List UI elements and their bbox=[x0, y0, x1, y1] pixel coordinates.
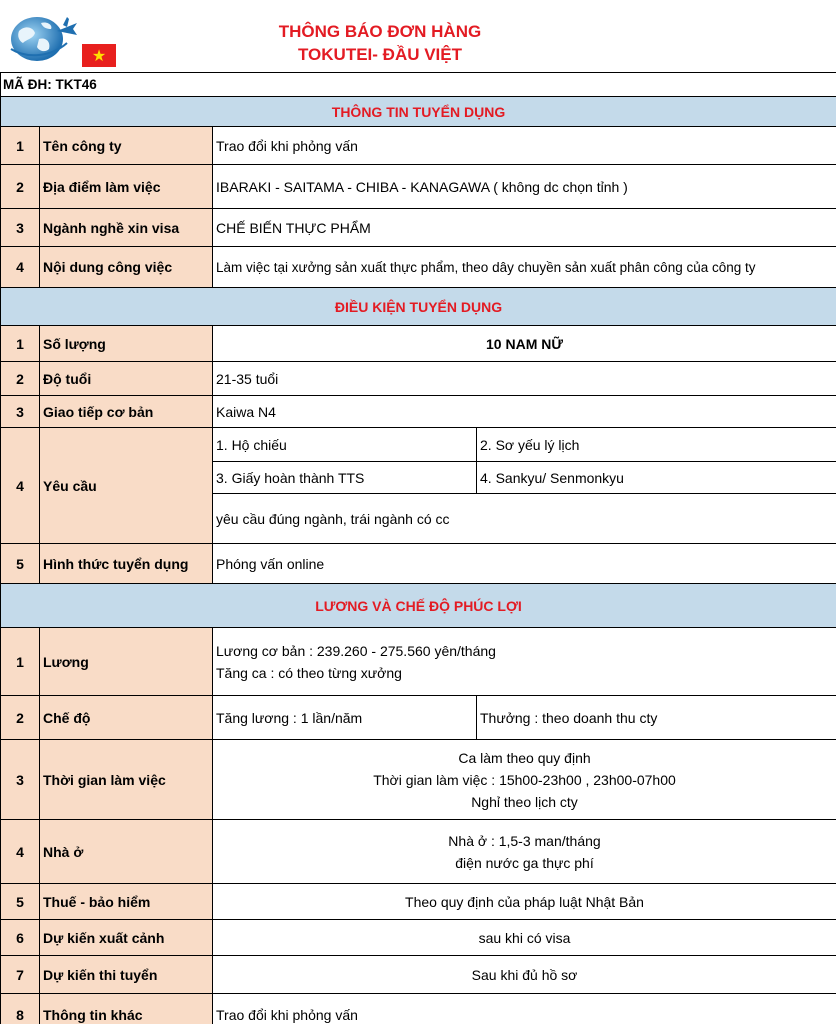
work-time-line-3: Nghỉ theo lịch cty bbox=[471, 793, 578, 810]
section-recruitment-conditions bbox=[1, 288, 836, 326]
row-value bbox=[213, 628, 836, 696]
row-number: 5 bbox=[1, 544, 40, 584]
table-row bbox=[1, 362, 836, 396]
row-number: 4 bbox=[1, 428, 40, 544]
row-label: Dự kiến thi tuyển bbox=[40, 956, 213, 994]
row-value: Kaiwa N4 bbox=[213, 396, 836, 428]
row-number: 3 bbox=[1, 396, 40, 428]
order-code-row bbox=[1, 73, 836, 97]
row-label: Giao tiếp cơ bản bbox=[40, 396, 213, 428]
row-value: Trao đổi khi phỏng vấn bbox=[213, 994, 836, 1024]
row-number: 4 bbox=[1, 820, 40, 884]
row-label: Dự kiến xuất cảnh bbox=[40, 920, 213, 956]
order-table bbox=[0, 72, 836, 1024]
requirement-note: yêu cầu đúng ngành, trái ngành có cc bbox=[213, 494, 836, 544]
row-value: IBARAKI - SAITAMA - CHIBA - KANAGAWA ( không dc chọn tỉnh ) bbox=[213, 165, 836, 209]
table-row bbox=[1, 127, 836, 165]
requirement-item: 2. Sơ yếu lý lịch bbox=[477, 428, 836, 462]
title-line-1: THÔNG BÁO ĐƠN HÀNG bbox=[278, 22, 482, 41]
requirement-item: 1. Hộ chiếu bbox=[213, 428, 477, 462]
row-label: Tên công ty bbox=[40, 127, 213, 165]
table-row bbox=[1, 956, 836, 994]
row-number: 7 bbox=[1, 956, 40, 994]
table-row bbox=[1, 696, 836, 740]
table-row bbox=[1, 428, 836, 462]
row-label: Lương bbox=[40, 628, 213, 696]
salary-line-2: Tăng ca : có theo từng xưởng bbox=[216, 664, 402, 681]
row-number: 2 bbox=[1, 165, 40, 209]
order-code: MÃ ĐH: TKT46 bbox=[1, 73, 836, 97]
table-row bbox=[1, 628, 836, 696]
row-number: 6 bbox=[1, 920, 40, 956]
row-value: 10 NAM NỮ bbox=[213, 326, 836, 362]
section-recruitment-info bbox=[1, 97, 836, 127]
row-label: Yêu cầu bbox=[40, 428, 213, 544]
row-label: Nội dung công việc bbox=[40, 247, 213, 288]
regime-left: Tăng lương : 1 lần/năm bbox=[213, 696, 477, 740]
row-value bbox=[213, 740, 836, 820]
row-number: 3 bbox=[1, 740, 40, 820]
table-row bbox=[1, 396, 836, 428]
table-row bbox=[1, 920, 836, 956]
row-label: Hình thức tuyển dụng bbox=[40, 544, 213, 584]
section-title: LƯƠNG VÀ CHẾ ĐỘ PHÚC LỢI bbox=[1, 584, 836, 628]
row-number: 3 bbox=[1, 209, 40, 247]
title-line-2: TOKUTEI- ĐẦU VIỆT bbox=[297, 45, 463, 64]
housing-line-1: Nhà ở : 1,5-3 man/tháng bbox=[448, 832, 601, 849]
work-time-line-1: Ca làm theo quy định bbox=[458, 749, 591, 766]
row-number: 4 bbox=[1, 247, 40, 288]
table-row bbox=[1, 209, 836, 247]
row-label: Địa điểm làm việc bbox=[40, 165, 213, 209]
section-salary-benefits bbox=[1, 584, 836, 628]
row-value: Phóng vấn online bbox=[213, 544, 836, 584]
row-number: 1 bbox=[1, 127, 40, 165]
row-value: CHẾ BIẾN THỰC PHẨM bbox=[213, 209, 836, 247]
row-label: Chế độ bbox=[40, 696, 213, 740]
row-number: 8 bbox=[1, 994, 40, 1024]
housing-line-2: điện nước ga thực phí bbox=[455, 854, 594, 871]
row-number: 1 bbox=[1, 326, 40, 362]
row-number: 5 bbox=[1, 884, 40, 920]
table-row bbox=[1, 740, 836, 820]
row-label: Thời gian làm việc bbox=[40, 740, 213, 820]
row-number: 2 bbox=[1, 696, 40, 740]
row-value: Sau khi đủ hồ sơ bbox=[213, 956, 836, 994]
row-value: Làm việc tại xưởng sản xuất thực phẩm, theo dây chuyền sản xuất phân công của công ty bbox=[213, 247, 836, 288]
row-value: Trao đổi khi phỏng vấn bbox=[213, 127, 836, 165]
document-header bbox=[0, 0, 836, 72]
salary-line-1: Lương cơ bản : 239.260 - 275.560 yên/tháng bbox=[216, 642, 496, 659]
table-row bbox=[1, 326, 836, 362]
row-label: Thông tin khác bbox=[40, 994, 213, 1024]
table-row bbox=[1, 994, 836, 1024]
table-row bbox=[1, 820, 836, 884]
row-label: Thuế - bảo hiểm bbox=[40, 884, 213, 920]
regime-right: Thưởng : theo doanh thu cty bbox=[477, 696, 836, 740]
table-row bbox=[1, 884, 836, 920]
section-title: THÔNG TIN TUYỂN DỤNG bbox=[1, 97, 836, 127]
row-label: Số lượng bbox=[40, 326, 213, 362]
row-value: sau khi có visa bbox=[213, 920, 836, 956]
row-value: Theo quy định của pháp luật Nhật Bản bbox=[213, 884, 836, 920]
row-label: Ngành nghề xin visa bbox=[40, 209, 213, 247]
requirement-item: 4. Sankyu/ Senmonkyu bbox=[477, 462, 836, 494]
table-row bbox=[1, 247, 836, 288]
flag-star: ★ bbox=[91, 45, 107, 65]
row-number: 1 bbox=[1, 628, 40, 696]
section-title: ĐIỀU KIỆN TUYỂN DỤNG bbox=[1, 288, 836, 326]
table-row bbox=[1, 544, 836, 584]
row-label: Nhà ở bbox=[40, 820, 213, 884]
work-time-line-2: Thời gian làm việc : 15h00-23h00 , 23h00-07h00 bbox=[373, 771, 676, 788]
page-title bbox=[0, 20, 760, 66]
row-label: Độ tuổi bbox=[40, 362, 213, 396]
row-value bbox=[213, 820, 836, 884]
requirement-item: 3. Giấy hoàn thành TTS bbox=[213, 462, 477, 494]
row-number: 2 bbox=[1, 362, 40, 396]
row-value: 21-35 tuổi bbox=[213, 362, 836, 396]
table-row bbox=[1, 165, 836, 209]
